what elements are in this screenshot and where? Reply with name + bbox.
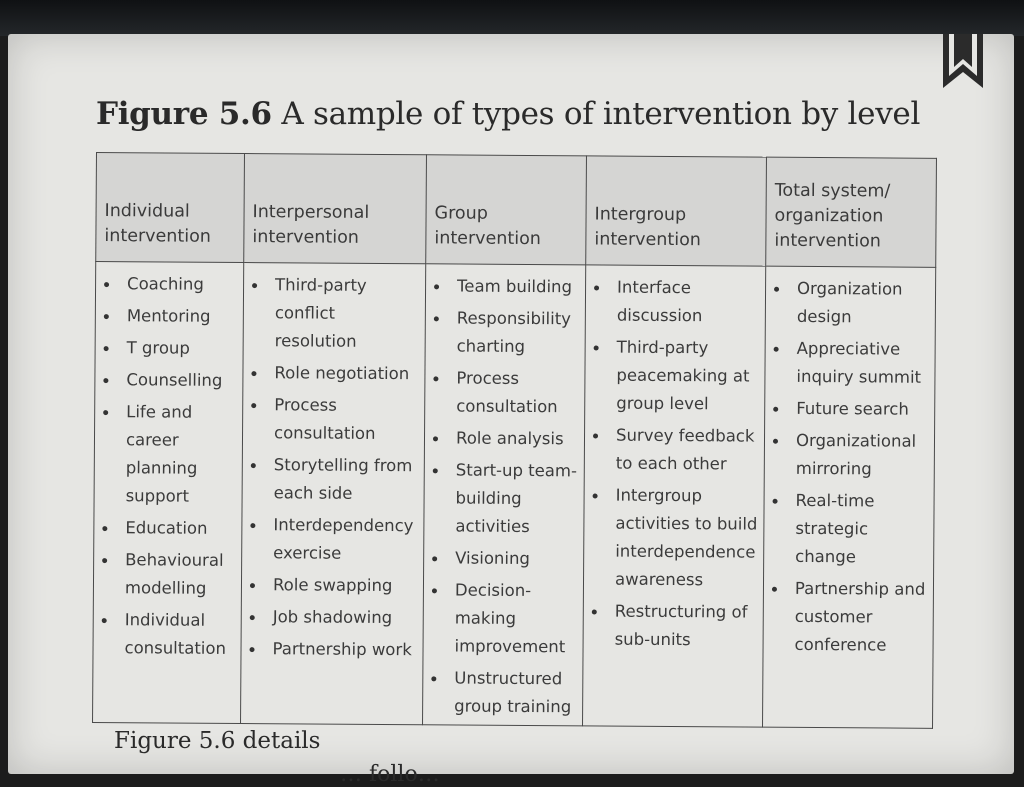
list-item: Survey feedback to each other [589,421,760,478]
list-item: Process consultation [247,391,420,448]
list-item: Intergroup activities to build interdependence awareness [588,481,760,594]
interpersonal-list [245,271,421,664]
table-body-row [93,262,936,729]
list-item: Decision-making improvement [427,576,579,661]
list-item: Restructuring of sub-units [588,597,759,654]
figure-details-heading: Figure 5.6 details [114,728,321,754]
list-item: Interdependency exercise [246,511,419,568]
list-item: Role swapping [246,571,419,600]
group-list [427,272,581,721]
list-item: Behavioural modelling [98,546,237,603]
list-item: Counselling [99,366,238,395]
intervention-table [92,152,937,729]
individual-list [97,270,239,663]
list-item: Storytelling from each side [247,451,420,508]
column-header-interpersonal: Interpersonal intervention [244,154,427,264]
column-header-group: Group intervention [426,155,587,265]
list-item: Real-time strategic change [768,487,930,572]
list-item: Appreciative inquiry summit [769,335,930,392]
list-item: Individual consultation [97,606,236,663]
list-item: T group [100,334,239,363]
ereader-page[interactable] [8,34,1014,787]
list-item: Life and career planning support [99,398,239,511]
total-system-list [767,275,931,660]
list-item: Unstructured group training [427,664,578,721]
column-cell-interpersonal [241,263,426,725]
table-header-row [96,153,937,268]
list-item: Partnership work [245,635,418,664]
list-item: Job shadowing [246,603,419,632]
column-cell-total-system [763,266,936,728]
list-item: Responsibility charting [430,304,581,361]
column-header-total-system: Total system/ organization intervention [766,157,937,267]
list-item: Third-party peacemaking at group level [589,333,761,418]
list-item: Mentoring [100,302,239,331]
list-item: Education [98,514,237,543]
list-item: Process consultation [429,364,580,421]
list-item: Organizational mirroring [769,427,930,484]
figure-title [96,96,920,132]
bookmark-icon[interactable] [940,34,986,88]
list-item: Third-party conflict resolution [248,271,422,356]
list-item: Partnership and customer conference [767,575,929,660]
device-bezel [0,0,1024,36]
figure-number: Figure 5.6 [96,96,272,132]
column-cell-group [423,264,586,726]
list-item: Organization design [770,275,931,332]
list-item: Coaching [100,270,239,299]
list-item: Role negotiation [247,359,420,388]
column-header-individual: Individual intervention [96,153,245,263]
partial-text-line: … follo… [340,762,440,787]
intergroup-list [588,273,762,654]
list-item: Visioning [428,544,579,573]
list-item: Future search [769,395,930,424]
list-item: Role analysis [429,424,580,453]
list-item: Start-up team-building activities [428,456,580,541]
list-item: Interface discussion [590,273,761,330]
figure-title-text: A sample of types of intervention by level [281,96,921,132]
column-header-intergroup: Intergroup intervention [586,156,767,266]
column-cell-intergroup [583,265,766,727]
list-item: Team building [430,272,581,301]
column-cell-individual [93,262,244,724]
